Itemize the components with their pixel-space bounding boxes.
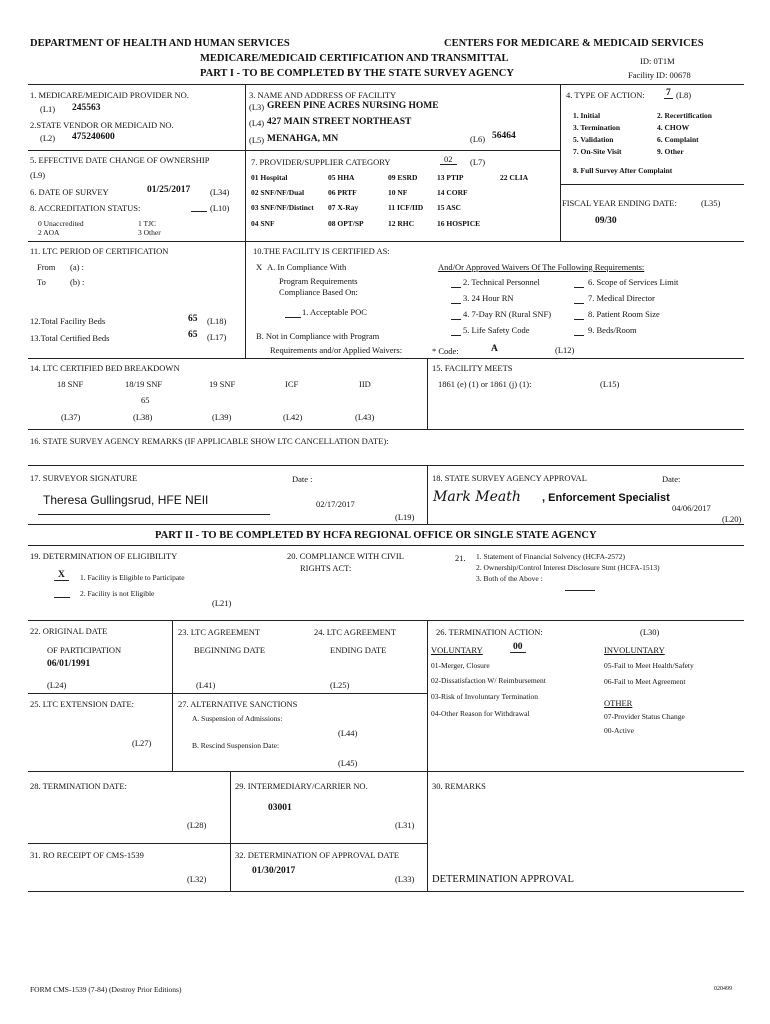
l5-code: (L5) — [249, 135, 265, 145]
category-option: 06 PRTF — [328, 188, 357, 197]
civil-rights-label: 20. COMPLIANCE WITH CIVIL — [287, 551, 404, 561]
accreditation-option: 2 AOA — [38, 228, 60, 237]
action-option: 7. On-Site Visit — [573, 147, 622, 156]
not-eligible-option: 2. Facility is not Eligible — [80, 589, 155, 598]
ro-receipt-label: 31. RO RECEIPT OF CMS-1539 — [30, 850, 144, 860]
compliance-a-mark: X — [256, 262, 263, 272]
form-id: ID: 0T1M — [640, 56, 675, 66]
waiver-blank — [451, 296, 461, 304]
rescind-suspension-code: (L45) — [338, 758, 358, 768]
category-option: 04 SNF — [251, 219, 275, 228]
bed-col: 18/19 SNF — [125, 379, 163, 389]
total-beds-value: 65 — [188, 314, 198, 324]
termination-action-value: 00 — [510, 642, 526, 653]
bed-code: (L38) — [133, 412, 153, 422]
original-date-value: 06/01/1991 — [47, 659, 91, 669]
from-a-label: (a) : — [70, 262, 84, 272]
waiver-item: 5. Life Safety Code — [463, 325, 530, 335]
category-option: 03 SNF/NF/Distinct — [251, 203, 314, 212]
total-beds-code: (L18) — [207, 316, 227, 326]
part2-title: PART II - TO BE COMPLETED BY HCFA REGIONAL OFFICE OR SINGLE STATE AGENCY — [155, 530, 597, 541]
category-option: 16 HOSPICE — [437, 219, 481, 228]
category-option: 05 HHA — [328, 173, 355, 182]
compliance-a-label: A. In Compliance With — [267, 262, 347, 272]
voluntary-option: 03-Risk of Involuntary Termination — [431, 692, 539, 701]
facility-meets-label: 15. FACILITY MEETS — [432, 363, 513, 373]
bed-col: IID — [359, 379, 371, 389]
suspension-admissions-code: (L44) — [338, 728, 358, 738]
termination-date-code: (L28) — [187, 820, 207, 830]
vendor-no-label: 2.STATE VENDOR OR MEDICAID NO. — [30, 120, 174, 130]
item21-option: 1. Statement of Financial Solvency (HCFA-2572) — [476, 552, 626, 561]
type-of-action-label: 4. TYPE OF ACTION: — [566, 90, 645, 100]
ltc-begin-label: 23. LTC AGREEMENT — [178, 627, 261, 637]
accreditation-option: 0 Unaccredited — [38, 219, 84, 228]
category-option: 14 CORF — [437, 188, 468, 197]
facility-zip: 56464 — [492, 131, 516, 141]
ro-receipt-code: (L32) — [187, 874, 207, 884]
category-option: 09 ESRD — [388, 173, 418, 182]
bed-value: 65 — [141, 395, 150, 405]
provider-category-code: (L7) — [470, 157, 486, 167]
survey-date-value: 01/25/2017 — [147, 185, 191, 195]
item21-label: 21. — [455, 553, 466, 563]
approval-code: (L20) — [722, 514, 742, 524]
waiver-blank — [451, 280, 461, 288]
department-heading: DEPARTMENT OF HEALTH AND HUMAN SERVICES — [30, 38, 290, 49]
waiver-blank — [574, 280, 584, 288]
approval-date: 04/06/2017 — [672, 503, 711, 513]
voluntary-label: VOLUNTARY — [431, 645, 483, 655]
ltc-begin-code: (L41) — [196, 680, 216, 690]
agency-approval-date-label: Date: — [662, 474, 681, 484]
original-date-sub: OF PARTICIPATION — [47, 645, 122, 655]
carrier-no-code: (L31) — [395, 820, 415, 830]
voluntary-option: 01-Merger, Closure — [431, 661, 490, 670]
ltc-begin-sub: BEGINNING DATE — [194, 645, 266, 655]
accreditation-code: (L10) — [210, 203, 230, 213]
waiver-item: 7. Medical Director — [588, 293, 655, 303]
category-option: 02 SNF/NF/Dual — [251, 188, 305, 197]
civil-rights-label2: RIGHTS ACT: — [300, 563, 352, 573]
surveyor-code: (L19) — [395, 512, 415, 522]
facility-name-address-label: 3. NAME AND ADDRESS OF FACILITY — [249, 90, 397, 100]
form-number: 020499 — [714, 986, 732, 992]
effective-date-code: (L9) — [30, 170, 46, 180]
category-option: 01 Hospital — [251, 173, 288, 182]
waiver-item: 6. Scope of Services Limit — [588, 277, 679, 287]
involuntary-label: INVOLUNTARY — [604, 645, 665, 655]
provider-no-label: 1. MEDICARE/MEDICAID PROVIDER NO. — [30, 90, 189, 100]
facility-meets-code: (L15) — [600, 379, 620, 389]
category-option: 22 CLIA — [500, 173, 529, 182]
approval-date-label: 32. DETERMINATION OF APPROVAL DATE — [235, 850, 400, 860]
provider-category-value: 02 — [440, 154, 457, 165]
involuntary-option: 06-Fail to Meet Agreement — [604, 677, 686, 686]
termination-action-label: 26. TERMINATION ACTION: — [436, 627, 543, 637]
accreditation-blank — [191, 204, 207, 212]
ltc-end-label: 24. LTC AGREEMENT — [314, 627, 397, 637]
original-date-code: (L24) — [47, 680, 67, 690]
remarks-30-label: 30. REMARKS — [432, 781, 486, 791]
ltc-extension-code: (L27) — [132, 738, 152, 748]
certified-beds-label: 13.Total Certified Beds — [30, 333, 110, 343]
facility-name: GREEN PINE ACRES NURSING HOME — [267, 101, 439, 111]
category-option: 11 ICF/IID — [388, 203, 424, 212]
provider-no-code: (L1) — [40, 104, 56, 114]
code-value: A — [491, 344, 498, 354]
termination-action-code: (L30) — [640, 627, 660, 637]
other-option: 00-Active — [604, 726, 634, 735]
acceptable-poc: 1. Acceptable POC — [302, 307, 367, 317]
compliance-a-line3: Compliance Based On: — [279, 287, 358, 297]
noncompliance-b-label: B. Not in Compliance with Program — [256, 331, 380, 341]
surveyor-date-label: Date : — [292, 474, 313, 484]
waiver-blank — [451, 328, 461, 336]
fiscal-year-code: (L35) — [701, 198, 721, 208]
vendor-no-value: 475240600 — [72, 132, 115, 142]
approver-title: , Enforcement Specialist — [542, 492, 670, 504]
voluntary-option: 04-Other Reason for Withdrawal — [431, 709, 530, 718]
suspension-admissions: A. Suspension of Admissions: — [192, 714, 283, 723]
facility-street: 427 MAIN STREET NORTHEAST — [267, 117, 412, 127]
ltc-end-sub: ENDING DATE — [330, 645, 387, 655]
action-option: 9. Other — [657, 147, 684, 156]
waiver-item: 2. Technical Personnel — [463, 277, 540, 287]
bed-col: ICF — [285, 379, 299, 389]
surveyor-signature-label: 17. SURVEYOR SIGNATURE — [30, 473, 138, 483]
original-date-label: 22. ORIGINAL DATE — [30, 626, 108, 636]
carrier-no-label: 29. INTERMEDIARY/CARRIER NO. — [235, 781, 368, 791]
action-note: 8. Full Survey After Complaint — [573, 166, 673, 175]
waiver-item: 8. Patient Room Size — [588, 309, 660, 319]
waiver-blank — [574, 328, 584, 336]
waiver-item: 3. 24 Hour RN — [463, 293, 514, 303]
code-label: * Code: — [432, 346, 459, 356]
ltc-end-code: (L25) — [330, 680, 350, 690]
bed-code: (L39) — [212, 412, 232, 422]
surveyor-signature: Theresa Gullingsrud, HFE NEII — [43, 493, 209, 507]
survey-date-label: 6. DATE OF SURVEY — [30, 187, 109, 197]
bed-breakdown-label: 14. LTC CERTIFIED BED BREAKDOWN — [30, 363, 180, 373]
eligibility-code: (L21) — [212, 598, 232, 608]
approval-date-code: (L33) — [395, 874, 415, 884]
category-option: 13 PTIP — [437, 173, 464, 182]
effective-date-label: 5. EFFECTIVE DATE CHANGE OF OWNERSHIP — [30, 155, 210, 165]
surveyor-date: 02/17/2017 — [316, 499, 355, 509]
action-option: 2. Recertification — [657, 111, 712, 120]
bed-code: (L43) — [355, 412, 375, 422]
poc-blank — [285, 310, 301, 318]
not-eligible-blank — [54, 590, 70, 598]
waiver-blank — [574, 296, 584, 304]
eligibility-label: 19. DETERMINATION OF ELIGIBILITY — [30, 551, 178, 561]
accreditation-label: 8. ACCREDITATION STATUS: — [30, 203, 141, 213]
agency-heading: CENTERS FOR MEDICARE & MEDICAID SERVICES — [444, 38, 704, 49]
l4-code: (L4) — [249, 118, 265, 128]
bed-code: (L37) — [61, 412, 81, 422]
bed-col: 19 SNF — [209, 379, 236, 389]
category-option: 07 X-Ray — [328, 203, 359, 212]
ltc-extension-label: 25. LTC EXTENSION DATE: — [30, 699, 135, 709]
accreditation-option: 1 TJC — [138, 219, 156, 228]
certified-as-label: 10.THE FACILITY IS CERTIFIED AS: — [253, 246, 390, 256]
action-option: 5. Validation — [573, 135, 614, 144]
fiscal-year-value: 09/30 — [595, 216, 617, 226]
form-footer: FORM CMS-1539 (7-84) (Destroy Prior Editions) — [30, 985, 182, 994]
involuntary-option: 05-Fail to Meet Health/Safety — [604, 661, 694, 670]
bed-col: 18 SNF — [57, 379, 84, 389]
action-option: 1. Initial — [573, 111, 601, 120]
provider-no-value: 245563 — [72, 103, 101, 113]
remarks-30-text: DETERMINATION APPROVAL — [432, 874, 574, 885]
termination-date-label: 28. TERMINATION DATE: — [30, 781, 127, 791]
eligible-option: 1. Facility is Eligible to Participate — [80, 573, 185, 582]
waiver-blank — [451, 312, 461, 320]
waiver-item: 4. 7-Day RN (Rural SNF) — [463, 309, 552, 319]
agency-approval-label: 18. STATE SURVEY AGENCY APPROVAL — [432, 473, 587, 483]
fiscal-year-label: FISCAL YEAR ENDING DATE: — [562, 198, 677, 208]
provider-category-label: 7. PROVIDER/SUPPLIER CATEGORY — [251, 157, 391, 167]
action-option: 4. CHOW — [657, 123, 690, 132]
waiver-blank — [574, 312, 584, 320]
action-option: 6. Complaint — [657, 135, 699, 144]
certified-beds-code: (L17) — [207, 332, 227, 342]
item21-option: 2. Ownership/Control Interest Disclosure Stmt (HCFA-1513) — [476, 563, 660, 572]
type-of-action-value: 7 — [666, 88, 671, 98]
category-option: 12 RHC — [388, 219, 415, 228]
from-label: From — [37, 262, 56, 272]
category-option: 08 OPT/SP — [328, 219, 364, 228]
alt-sanctions-label: 27. ALTERNATIVE SANCTIONS — [178, 699, 298, 709]
item21-option: 3. Both of the Above : — [476, 574, 543, 583]
other-option: 07-Provider Status Change — [604, 712, 685, 721]
approval-date-value: 01/30/2017 — [252, 866, 296, 876]
vendor-no-code: (L2) — [40, 133, 56, 143]
accreditation-option: 3 Other — [138, 228, 161, 237]
carrier-no-value: 03001 — [268, 803, 292, 813]
action-option: 3. Termination — [573, 123, 621, 132]
waiver-item: 9. Beds/Room — [588, 325, 637, 335]
form-title: MEDICARE/MEDICAID CERTIFICATION AND TRANSMITTAL — [200, 53, 509, 64]
facility-id: Facility ID: 00678 — [628, 70, 691, 80]
voluntary-option: 02-Dissatisfaction W/ Reimbursement — [431, 676, 546, 685]
type-of-action-code: (L8) — [676, 90, 692, 100]
eligibility-mark: X — [54, 570, 69, 581]
category-option: 10 NF — [388, 188, 408, 197]
total-beds-label: 12.Total Facility Beds — [30, 316, 106, 326]
ltc-period-label: 11. LTC PERIOD OF CERTIFICATION — [30, 246, 169, 256]
to-b-label: (b) : — [70, 277, 85, 287]
waivers-title: And/Or Approved Waivers Of The Following Requirements: — [438, 262, 645, 272]
compliance-a-line2: Program Requirements — [279, 276, 358, 286]
noncompliance-b-line2: Requirements and/or Applied Waivers: — [270, 345, 403, 355]
remarks-16-label: 16. STATE SURVEY AGENCY REMARKS (IF APPLICABLE SHOW LTC CANCELLATION DATE): — [30, 436, 389, 446]
category-option: 15 ASC — [437, 203, 461, 212]
rescind-suspension: B. Rescind Suspension Date: — [192, 741, 280, 750]
certified-beds-value: 65 — [188, 330, 198, 340]
bed-code: (L42) — [283, 412, 303, 422]
facility-city: MENAHGA, MN — [267, 134, 339, 144]
l6-code: (L6) — [470, 134, 486, 144]
part1-title: PART I - TO BE COMPLETED BY THE STATE SURVEY AGENCY — [200, 68, 514, 79]
code-ref: (L12) — [555, 345, 575, 355]
approver-signature: Mark Meath — [433, 489, 521, 505]
facility-meets-text: 1861 (e) (1) or 1861 (j) (1): — [438, 379, 532, 389]
l3-code: (L3) — [249, 102, 265, 112]
other-label: OTHER — [604, 698, 633, 708]
to-label: To — [37, 277, 46, 287]
survey-date-code: (L34) — [210, 187, 230, 197]
